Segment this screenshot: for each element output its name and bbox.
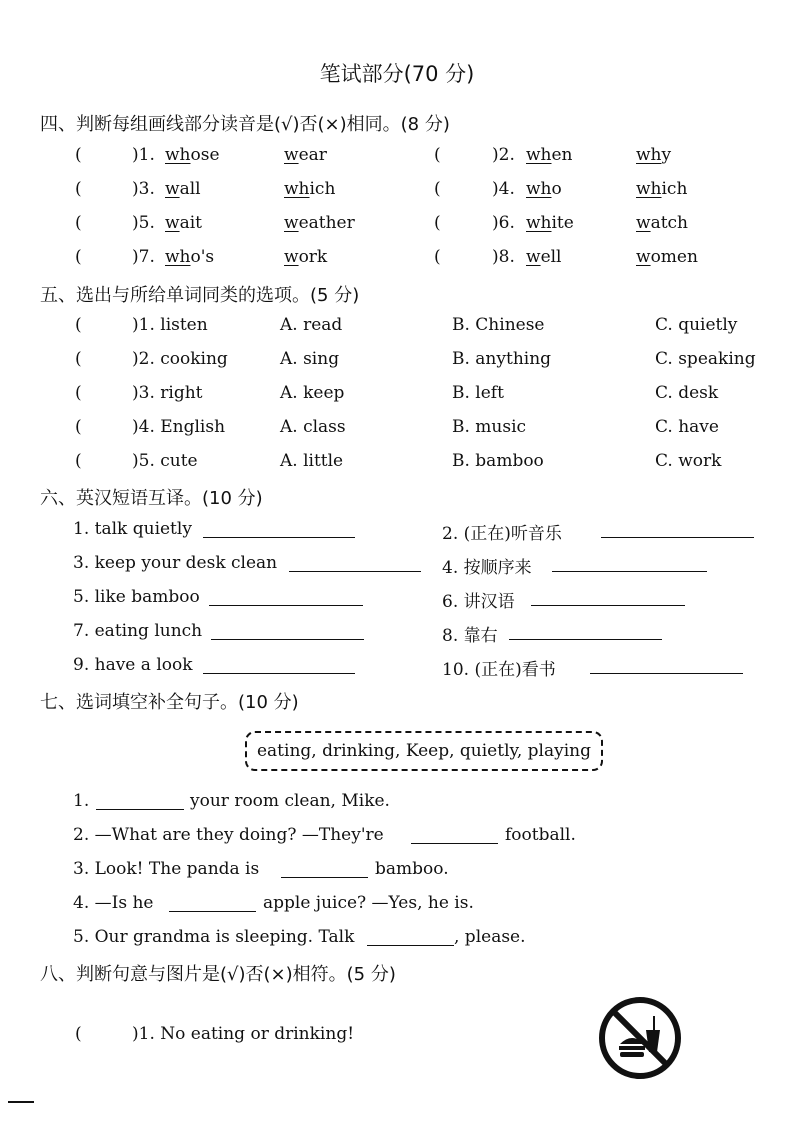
sentence-end: bamboo. — [375, 859, 449, 879]
sec6-row-1 — [0, 519, 794, 543]
answer-paren[interactable]: ( — [75, 179, 82, 199]
answer-blank[interactable] — [552, 555, 707, 572]
item-number: )8. — [492, 247, 515, 267]
sentence-start: 4. —Is he — [73, 893, 154, 913]
answer-blank[interactable] — [211, 623, 364, 640]
option-a: A. little — [280, 451, 344, 471]
section-8-heading: 八、判断句意与图片是(√)否(×)相符。(5 分) — [40, 964, 396, 985]
answer-blank[interactable] — [203, 521, 355, 538]
item-word-a: white — [526, 213, 574, 233]
phrase-right: 4. 按顺序来 — [442, 558, 532, 578]
no-food-or-drink-sign-icon — [598, 996, 682, 1080]
item-word-a: well — [526, 247, 562, 267]
phrase-left: 5. like bamboo — [73, 587, 200, 607]
sentence-end: your room clean, Mike. — [190, 791, 390, 811]
sec7-row-1 — [0, 791, 794, 815]
item-word-b: work — [284, 247, 328, 267]
answer-paren[interactable]: ( — [434, 179, 441, 199]
sec7-row-3 — [0, 859, 794, 883]
item-word-b: watch — [636, 213, 688, 233]
phrase-right: 6. 讲汉语 — [442, 592, 515, 612]
word-bank-text: eating, drinking, Keep, quietly, playing — [256, 741, 591, 761]
sentence-end: apple juice? —Yes, he is. — [263, 893, 474, 913]
sentence-start: 3. Look! The panda is — [73, 859, 260, 879]
phrase-left: 9. have a look — [73, 655, 193, 675]
phrase-left: 1. talk quietly — [73, 519, 192, 539]
question-word: )3. right — [132, 383, 203, 403]
item-word-a: whose — [165, 145, 220, 165]
answer-paren[interactable]: ( — [434, 247, 441, 267]
sec4-row-4 — [0, 247, 794, 271]
sec6-row-3 — [0, 587, 794, 611]
item-word-b: which — [636, 179, 688, 199]
item-word-b: women — [636, 247, 698, 267]
section-5-heading: 五、选出与所给单词同类的选项。(5 分) — [40, 285, 360, 306]
answer-blank[interactable] — [169, 895, 256, 912]
option-b: B. Chinese — [452, 315, 545, 335]
option-c: C. quietly — [655, 315, 738, 335]
answer-paren[interactable]: ( — [75, 1024, 82, 1044]
sec5-row-2 — [0, 349, 794, 373]
answer-blank[interactable] — [531, 589, 685, 606]
margin-mark — [8, 1101, 34, 1103]
answer-paren[interactable]: ( — [75, 383, 82, 403]
sec7-row-4 — [0, 893, 794, 917]
item-word-a: who — [526, 179, 562, 199]
option-a: A. read — [280, 315, 343, 335]
sec7-row-2 — [0, 825, 794, 849]
answer-paren[interactable]: ( — [75, 349, 82, 369]
sec4-row-3 — [0, 213, 794, 237]
page-title: 笔试部分(70 分) — [319, 62, 475, 86]
item-number: )1. — [132, 145, 155, 165]
answer-blank[interactable] — [203, 657, 355, 674]
sentence-end: , please. — [454, 927, 526, 947]
answer-blank[interactable] — [601, 521, 754, 538]
answer-paren[interactable]: ( — [75, 247, 82, 267]
item-number: )7. — [132, 247, 155, 267]
option-a: A. class — [280, 417, 346, 437]
section-6-heading: 六、英汉短语互译。(10 分) — [40, 488, 263, 509]
question-word: )2. cooking — [132, 349, 228, 369]
answer-paren[interactable]: ( — [75, 145, 82, 165]
phrase-left: 3. keep your desk clean — [73, 553, 278, 573]
sec4-row-1 — [0, 145, 794, 169]
option-c: C. desk — [655, 383, 719, 403]
sentence-start: 2. —What are they doing? —They're — [73, 825, 384, 845]
option-b: B. bamboo — [452, 451, 544, 471]
answer-blank[interactable] — [289, 555, 421, 572]
sec5-row-1 — [0, 315, 794, 339]
statement-text: )1. No eating or drinking! — [132, 1024, 355, 1044]
sec5-row-4 — [0, 417, 794, 441]
question-word: )4. English — [132, 417, 226, 437]
option-a: A. keep — [280, 383, 345, 403]
item-number: )3. — [132, 179, 155, 199]
sec5-row-3 — [0, 383, 794, 407]
option-c: C. have — [655, 417, 719, 437]
sentence-end: football. — [505, 825, 576, 845]
section-7-heading: 七、选词填空补全句子。(10 分) — [40, 692, 299, 713]
phrase-right: 10. (正在)看书 — [442, 660, 556, 680]
sec5-row-5 — [0, 451, 794, 475]
sec7-row-5 — [0, 927, 794, 951]
item-word-b: why — [636, 145, 672, 165]
phrase-right: 8. 靠右 — [442, 626, 498, 646]
item-word-a: wait — [165, 213, 202, 233]
answer-paren[interactable]: ( — [75, 417, 82, 437]
item-number: )2. — [492, 145, 515, 165]
answer-blank[interactable] — [509, 623, 662, 640]
sec6-row-4 — [0, 621, 794, 645]
item-word-b: which — [284, 179, 336, 199]
phrase-left: 7. eating lunch — [73, 621, 203, 641]
item-number: )5. — [132, 213, 155, 233]
option-c: C. work — [655, 451, 722, 471]
section-4-heading: 四、判断每组画线部分读音是(√)否(×)相同。(8 分) — [40, 114, 450, 135]
item-word-a: when — [526, 145, 573, 165]
answer-blank[interactable] — [281, 861, 368, 878]
option-a: A. sing — [280, 349, 340, 369]
item-number: )4. — [492, 179, 515, 199]
sentence-start: 1. — [73, 791, 90, 811]
option-b: B. left — [452, 383, 504, 403]
answer-paren[interactable]: ( — [434, 145, 441, 165]
answer-blank[interactable] — [209, 589, 363, 606]
item-word-a: wall — [165, 179, 201, 199]
item-number: )6. — [492, 213, 515, 233]
question-word: )5. cute — [132, 451, 198, 471]
word-bank-box — [245, 731, 603, 771]
question-word: )1. listen — [132, 315, 208, 335]
option-c: C. speaking — [655, 349, 756, 369]
sec4-row-2 — [0, 179, 794, 203]
item-word-a: who's — [165, 247, 215, 267]
item-word-b: weather — [284, 213, 355, 233]
item-word-b: wear — [284, 145, 327, 165]
answer-blank[interactable] — [367, 929, 454, 946]
answer-blank[interactable] — [96, 793, 184, 810]
answer-paren[interactable]: ( — [75, 213, 82, 233]
phrase-right: 2. (正在)听音乐 — [442, 524, 562, 544]
sentence-start: 5. Our grandma is sleeping. Talk — [73, 927, 355, 947]
sec6-row-2 — [0, 553, 794, 577]
answer-blank[interactable] — [411, 827, 498, 844]
answer-paren[interactable]: ( — [75, 451, 82, 471]
picture-frame — [591, 990, 691, 1086]
sec6-row-5 — [0, 655, 794, 679]
answer-paren[interactable]: ( — [75, 315, 82, 335]
option-b: B. anything — [452, 349, 552, 369]
answer-paren[interactable]: ( — [434, 213, 441, 233]
option-b: B. music — [452, 417, 527, 437]
answer-blank[interactable] — [590, 657, 743, 674]
